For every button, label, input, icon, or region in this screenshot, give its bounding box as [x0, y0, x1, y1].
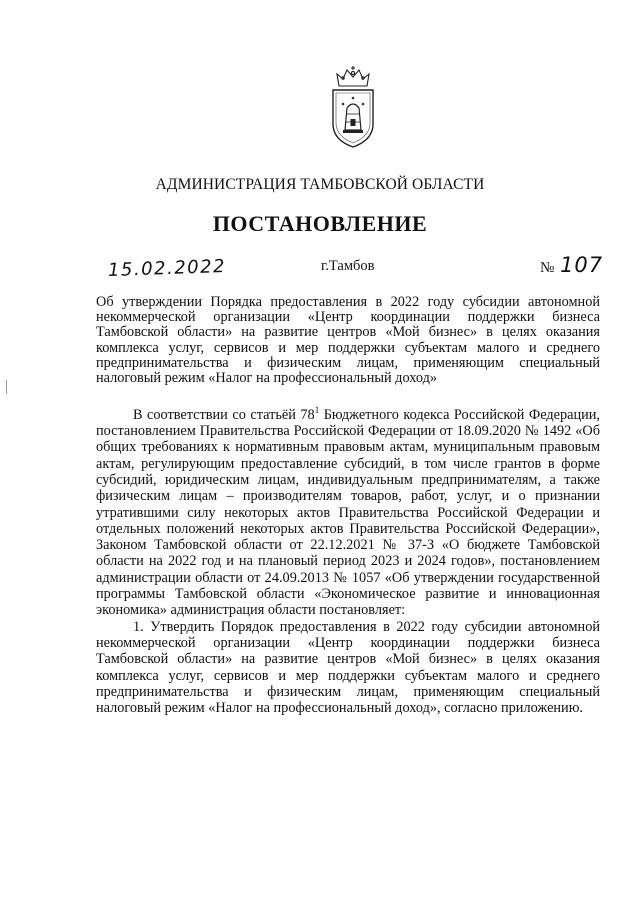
preamble-rest: Бюджетного кодекса Российской Федерации, постановлением Правительства Российской Федерации от 18.09.2020 № 1492 «Об общих требованиях к нормативным правовым актам, муниципальным правовым актам, регулирующим предоставление субсидий, в том числе грантов в форме субсидий, юридическим лицам, индивидуальным предпринимателям, а также физическим лицам – производителям товаров, работ, услуг, и о признании утратившими силу некоторых актов Правительства Российской Федерации и отдельных положений некоторых актов Правительства Российской Федерации», Законом Тамбовской области от 22.12.2021 № 37-З «О бюджете Тамбовской области на 2022 год и на плановый период 2023 и 2024 годов», постановлением администрации области от 24.09.2013 № 1057 «Об утверждении государственной программы Тамбовской области «Экономическое развитие и инновационная экономика» администрация области постановляет:: [96, 406, 601, 619]
document-city: г.Тамбов: [321, 258, 375, 274]
document-type-title: ПОСТАНОВЛЕНИЕ: [212, 211, 428, 236]
document-number: [540, 253, 603, 277]
margin-mark: [6, 380, 7, 394]
preamble-paragraph: [96, 402, 600, 619]
number-label: №: [540, 260, 555, 276]
document-date: 15.02.2022: [107, 255, 227, 282]
document-body: [96, 402, 600, 716]
preamble-start: В соответствии со статьёй 78: [133, 406, 315, 423]
document-subject: Об утверждении Порядка предоставления в 2022 году субсидии автономной некоммерческой организации «Центр координации поддержки бизнеса Тамбовской области» на развитие центров «Мой бизнес» в целях оказания комплекса услуг, сервисов и мер поддержки субъектам малого и среднего предпринимательства и физическим лицам, применяющим специальный налоговый режим «Налог на профессиональный доход»: [96, 294, 600, 387]
tambov-coat-of-arms-icon: [329, 64, 377, 150]
organization-name: АДМИНИСТРАЦИЯ ТАМБОВСКОЙ ОБЛАСТИ: [155, 176, 485, 193]
number-value: 107: [560, 253, 604, 277]
item-1-paragraph: 1. Утвердить Порядок предоставления в 2022 году субсидии автономной некоммерческой организации «Центр координации поддержки бизнеса Тамбовской области» на развитие центров «Мой бизнес» в целях оказания комплекса услуг, сервисов и мер поддержки субъектам малого и среднего предпринимательства и физическим лицам, применяющим специальный налоговый режим «Налог на профессиональный доход», согласно приложению.: [96, 618, 600, 717]
article-superscript: 1: [314, 405, 320, 415]
